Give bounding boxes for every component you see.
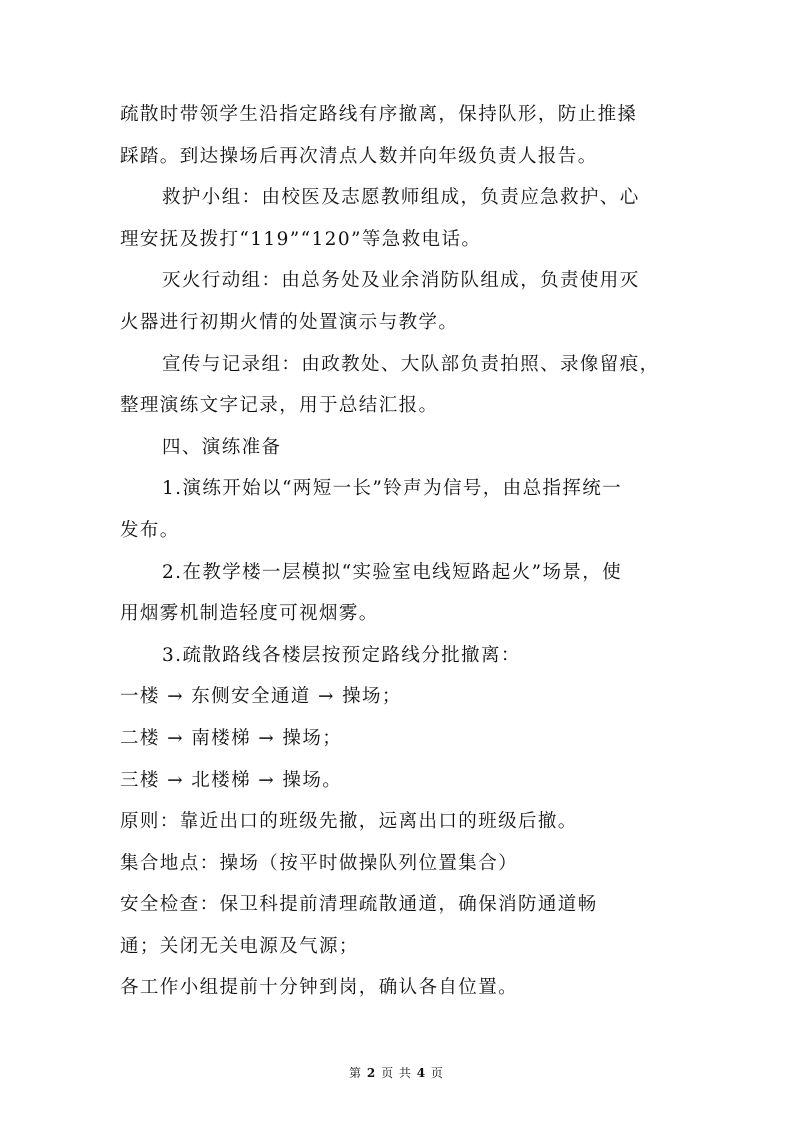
paragraph-rescue-team: 救护小组：由校医及志愿教师组成，负责应急救护、心 <box>162 187 640 209</box>
page-body <box>120 94 680 1009</box>
total-pages-number: 4 <box>416 1066 427 1080</box>
list-item-2: 2.在教学楼一层模拟“实验室电线短路起火”场景，使 <box>162 561 623 583</box>
paragraph-publicity-team: 宣传与记录组：由政教处、大队部负责拍照、录像留痕， <box>162 353 660 375</box>
list-item-3: 3.疏散路线各楼层按预定路线分批撤离： <box>162 644 521 666</box>
body-line: 踩踏。到达操场后再次清点人数并向年级负责人报告。 <box>120 145 598 167</box>
body-line: 疏散时带领学生沿指定路线有序撤离，保持队形，防止推搡 <box>120 104 638 125</box>
body-line: 用烟雾机制造轻度可视烟雾。 <box>120 603 379 625</box>
paragraph-fire-team: 灭火行动组：由总务处及业余消防队组成，负责使用灭 <box>162 270 640 292</box>
route-second-floor: 二楼 → 南楼梯 → 操场； <box>120 727 343 749</box>
footer-suffix: 页 <box>430 1066 444 1080</box>
route-first-floor: 一楼 → 东侧安全通道 → 操场； <box>120 686 402 708</box>
body-line: 通；关闭无关电源及气源； <box>120 935 359 957</box>
section-heading: 四、演练准备 <box>162 436 282 458</box>
team-arrival: 各工作小组提前十分钟到岗，确认各自位置。 <box>120 977 519 999</box>
body-line: 发布。 <box>120 519 180 541</box>
body-line: 理安抚及拨打“119”“120”等急救电话。 <box>120 228 482 250</box>
assembly-point: 集合地点：操场（按平时做操队列位置集合） <box>120 852 519 874</box>
page-footer <box>0 1064 793 1081</box>
body-line: 火器进行初期火情的处置演示与教学。 <box>120 311 459 333</box>
footer-middle: 页 共 <box>381 1066 412 1080</box>
list-item-1: 1.演练开始以“两短一长”铃声为信号，由总指挥统一 <box>162 478 623 500</box>
evacuation-principle: 原则：靠近出口的班级先撤，远离出口的班级后撤。 <box>120 811 578 833</box>
route-third-floor: 三楼 → 北楼梯 → 操场。 <box>120 769 343 791</box>
safety-check: 安全检查：保卫科提前清理疏散通道，确保消防通道畅 <box>120 894 598 916</box>
body-line: 整理演练文字记录，用于总结汇报。 <box>120 395 439 417</box>
current-page-number: 2 <box>366 1066 377 1080</box>
footer-prefix: 第 <box>349 1066 363 1080</box>
